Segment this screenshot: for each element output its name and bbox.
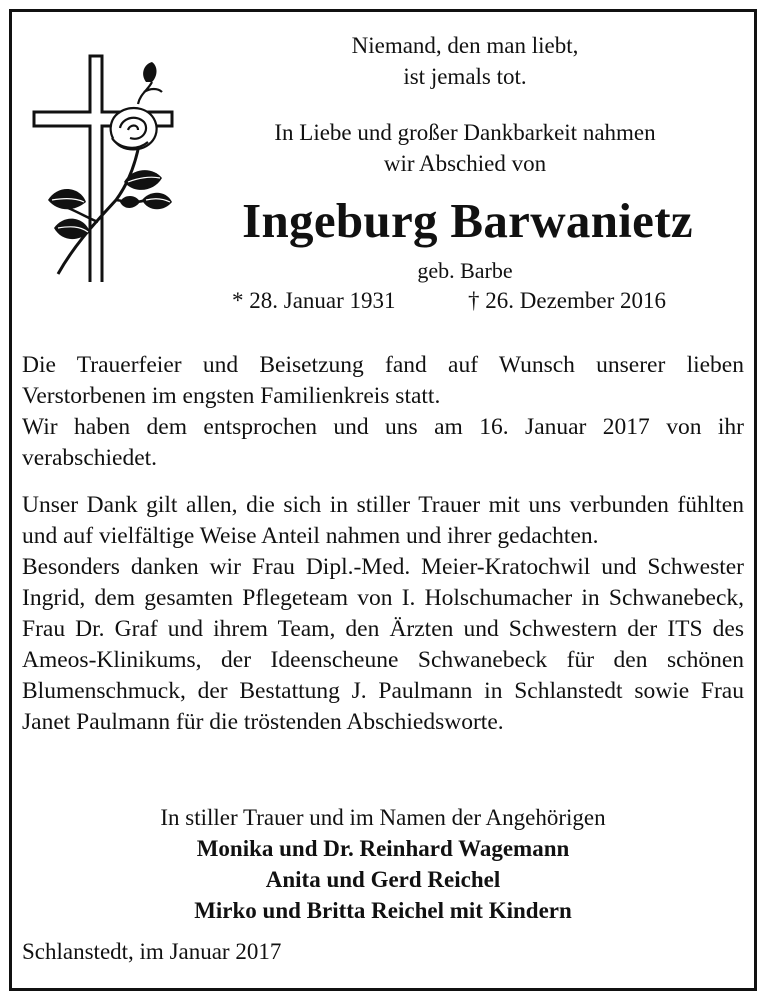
motto-line-2: ist jemals tot.	[403, 64, 527, 89]
birth-name: geb. Barbe	[417, 258, 513, 283]
deceased-name: Ingeburg Barwanietz	[242, 193, 693, 248]
intro-line-1: In Liebe und großer Dankbarkeit nahmen	[274, 120, 656, 145]
motto-line-1: Niemand, den man liebt,	[351, 33, 579, 58]
body-paragraph: Wir haben dem entsprochen und uns am 16. Januar 2017 von ihr verabschiedet.	[22, 414, 744, 471]
body-paragraph: Besonders danken wir Frau Dipl.-Med. Meier-Kratochwil und Schwester Ingrid, dem gesamten Pflegeteam von I. Holschumacher in Schwanebeck, Frau Dr. Graf und ihrem Team, den Ärzten und Schwestern der ITS des Ameos-Klinikums, der Ideenscheune Schwanebeck für den schönen Blumenschmuck, der Bestattung J. Paulmann in Schlanstedt sowie Frau Janet Paulmann für die tröstenden Abschiedsworte.	[22, 554, 744, 735]
place-date: Schlanstedt, im Januar 2017	[22, 939, 282, 964]
cross-with-rose-icon	[28, 52, 178, 282]
body-block-2	[22, 490, 744, 738]
signature-block	[0, 802, 766, 926]
motto	[230, 30, 700, 92]
mourner-name: Monika und Dr. Reinhard Wagemann	[196, 836, 570, 861]
body-paragraph: Die Trauerfeier und Beisetzung fand auf Wunsch unserer lieben Verstorbenen im engsten Familienkreis statt.	[22, 352, 744, 409]
signature-intro: In stiller Trauer und im Namen der Angehörigen	[160, 805, 606, 830]
intro	[230, 117, 700, 179]
body-paragraph: Unser Dank gilt allen, die sich in stiller Trauer mit uns verbunden fühlten und auf vielfältige Weise Anteil nahmen und ihrer gedachten.	[22, 492, 744, 549]
death-date: † 26. Dezember 2016	[468, 288, 666, 313]
intro-line-2: wir Abschied von	[383, 151, 547, 176]
birth-date: * 28. Januar 1931	[232, 288, 396, 313]
body-block-1	[22, 350, 744, 474]
mourner-name: Anita und Gerd Reichel	[265, 867, 501, 892]
mourner-name: Mirko und Britta Reichel mit Kindern	[194, 898, 572, 923]
